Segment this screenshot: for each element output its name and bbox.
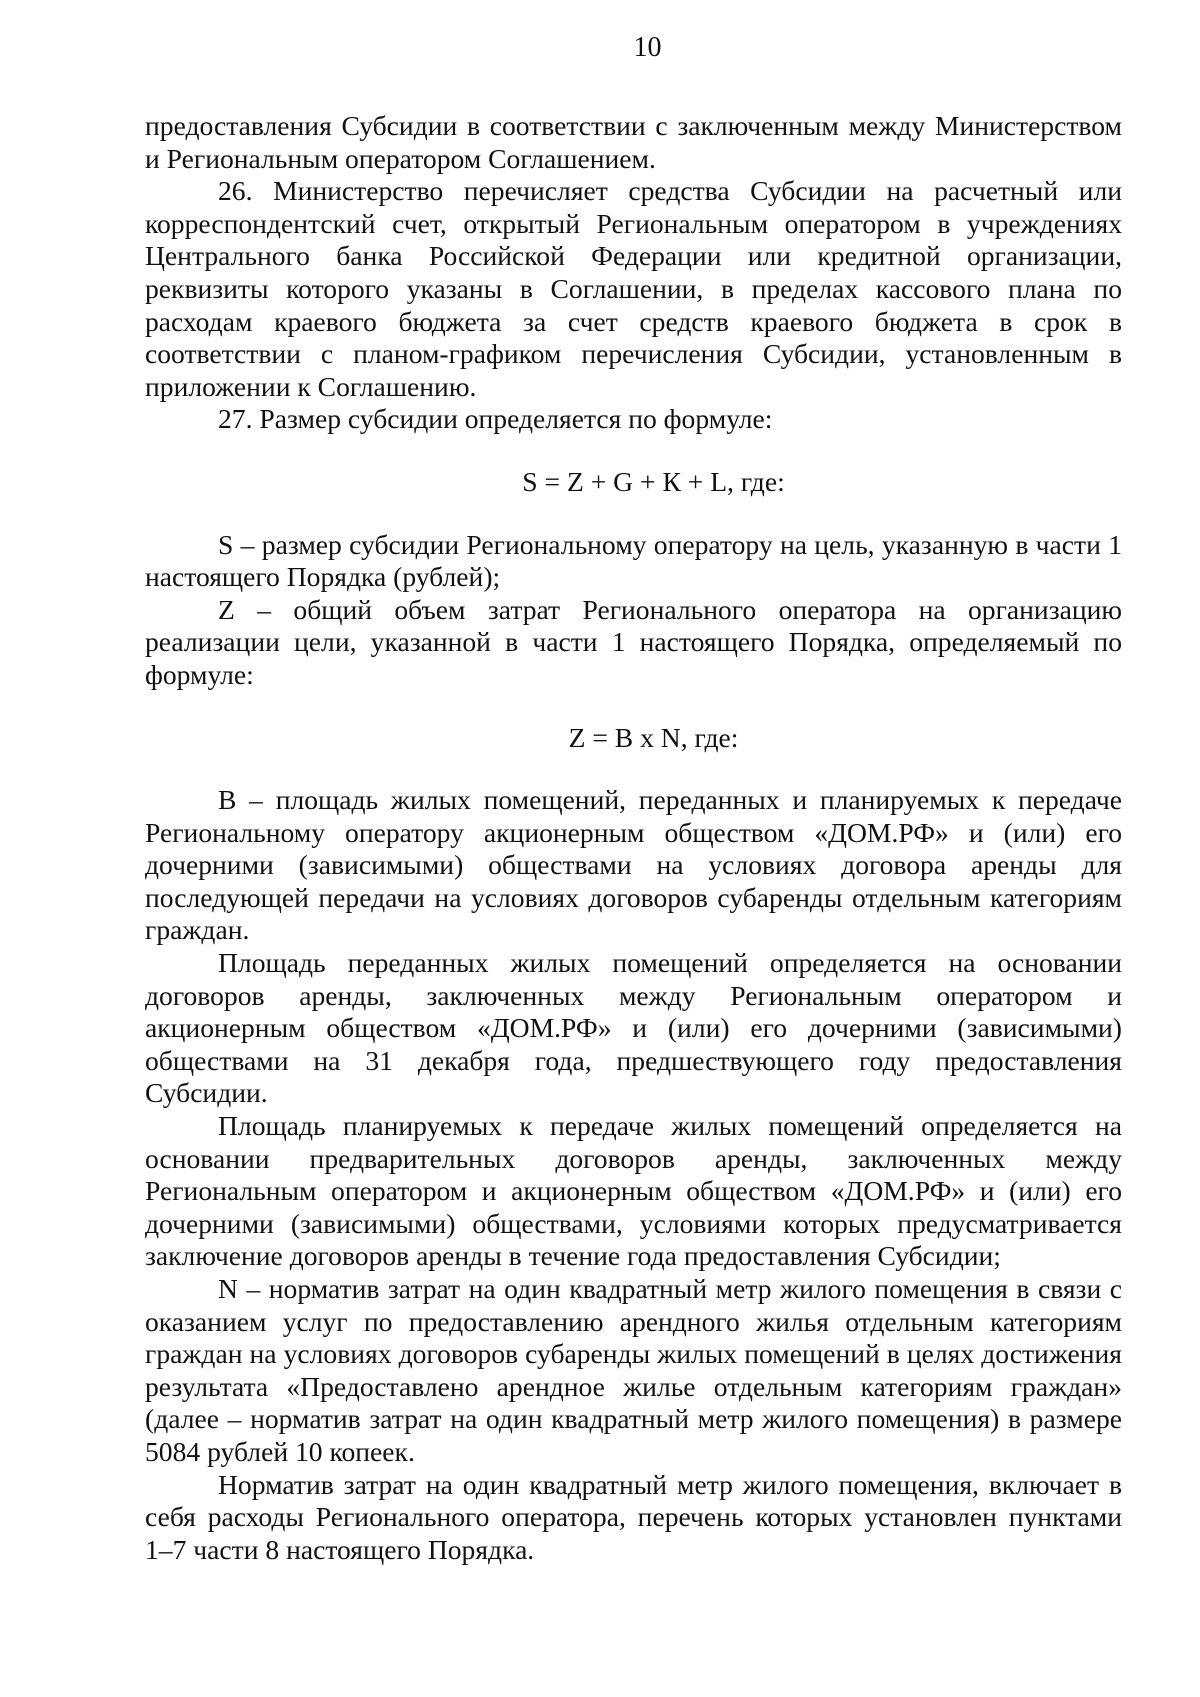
paragraph-26: 26. Министерство перечисляет средства Субсидии на расчетный или корреспондентский счет, открытый Региональным оператором в учреждениях Центрального банка Российской Федерации или кредитной организации, реквизиты которого указаны в Соглашении, в пределах кассового плана по расходам краевого бюджета за счет средств краевого бюджета в срок в соответствии с планом-графиком перечисления Субсидии, установленным в приложении к Соглашению. — [145, 175, 1122, 402]
formula-z: Z = В x N, где: — [568, 721, 739, 753]
paragraph-norm-includes: Норматив затрат на один квадратный метр жилого помещения, включает в себя расходы Регионального оператора, перечень которых установлен пунктами 1–7 части 8 настоящего Порядка. — [145, 1468, 1122, 1565]
paragraph-27: 27. Размер субсидии определяется по формуле: — [218, 403, 773, 435]
paragraph-area-transferred: Площадь переданных жилых помещений определяется на основании договоров аренды, заключенных между Региональным оператором и акционерным обществом «ДОМ.РФ» и (или) его дочерними (зависимыми) обществами на 31 декабря года, предшествующего году предоставления Субсидии. — [145, 947, 1122, 1109]
paragraph-area-planned: Площадь планируемых к передаче жилых помещений определяется на основании предварительных договоров аренды, заключенных между Региональным оператором и акционерным обществом «ДОМ.РФ» и (или) его дочерними (зависимыми) обществами, условиями которых предусматривается заключение договоров аренды в течение года предоставления Субсидии; — [145, 1110, 1122, 1272]
definition-z: Z – общий объем затрат Регионального оператора на организацию реализации цели, указанной в части 1 настоящего Порядка, определяемый по формуле: — [145, 593, 1122, 690]
document-page — [145, 28, 1122, 1566]
definition-n: N – норматив затрат на один квадратный метр жилого помещения в связи с оказанием услуг по предоставлению арендного жилья отдельным категориям граждан на условиях договоров субаренды жилых помещений в целях достижения результата «Предоставлено арендное жилье отдельным категориям граждан» (далее – норматив затрат на один квадратный метр жилого помещения) в размере 5084 рублей 10 копеек. — [145, 1273, 1122, 1467]
paragraph-continuation: предоставления Субсидии в соответствии с заключенным между Министерством и Региональным оператором Соглашением. — [145, 110, 1122, 174]
page-number: 10 — [633, 32, 662, 63]
definition-b: В – площадь жилых помещений, переданных и планируемых к передаче Региональному оператору акционерным обществом «ДОМ.РФ» и (или) его дочерними (зависимыми) обществами на условиях договора аренды для последующей передачи на условиях договоров субаренды отдельным категориям граждан. — [145, 784, 1122, 946]
definition-s: S – размер субсидии Региональному оператору на цель, указанную в части 1 настоящего Порядка (рублей); — [145, 528, 1122, 593]
formula-subsidy: S = Z + G + К + L, где: — [522, 465, 785, 497]
